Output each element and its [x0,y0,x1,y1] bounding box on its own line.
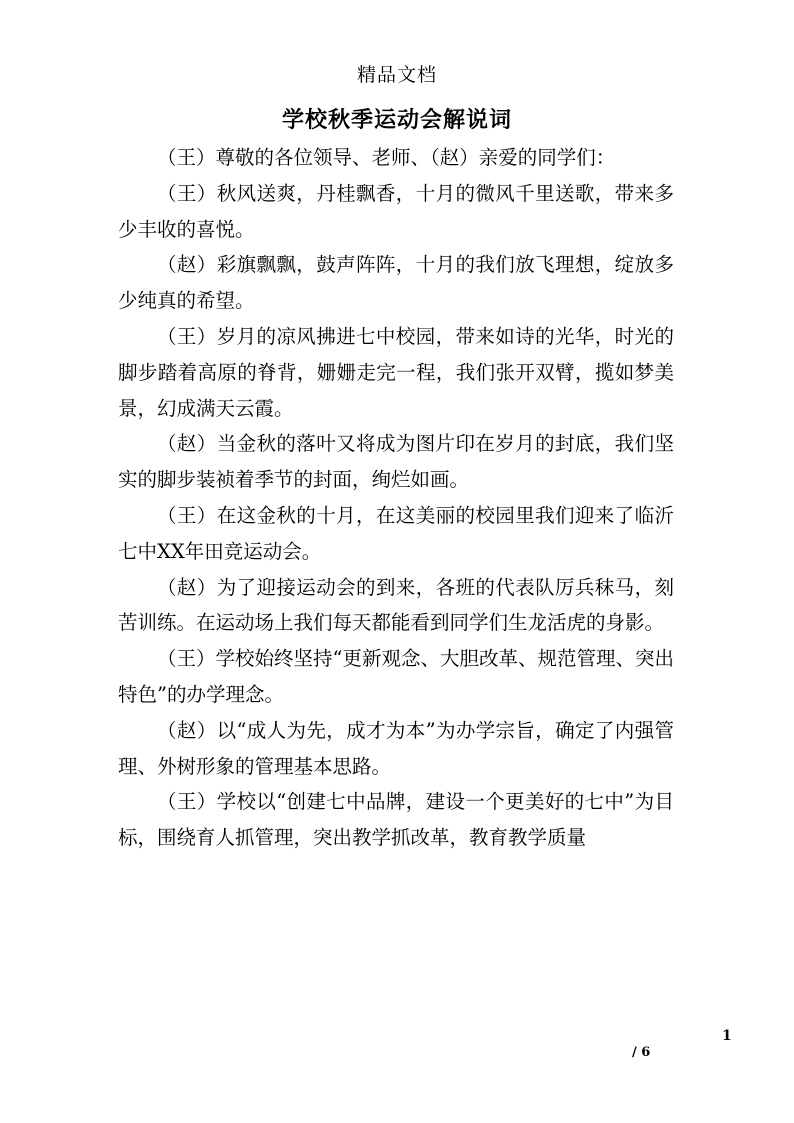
page-total: / 6 [632,1045,651,1060]
paragraph: （王）秋风送爽，丹桂飘香，十月的微风千里送歌，带来多少丰收的喜悦。 [118,181,674,241]
paragraph: （赵）当金秋的落叶又将成为图片印在岁月的封底，我们坚实的脚步装祯着季节的封面，绚烂如画。 [118,432,674,492]
paragraph: （王）学校以“创建七中品牌，建设一个更美好的七中”为目标，围绕育人抓管理，突出教学抓改革，教育教学质量 [118,790,674,850]
document-title: 学校秋季运动会解说词 [281,107,512,133]
paragraph: （王）学校始终坚持“更新观念、大胆改革、规范管理、突出特色”的办学理念。 [118,647,674,706]
paragraph: （赵）以“成人为先，成才为本”为办学宗旨，确定了内强管理、外树形象的管理基本思路。 [118,718,674,778]
paragraph: （王）尊敬的各位领导、老师、（赵）亲爱的同学们： [157,146,616,169]
paragraph: （王）在这金秋的十月，在这美丽的校园里我们迎来了临沂七中XX年田竞运动会。 [118,503,674,563]
paragraph: （赵）彩旗飘飘，鼓声阵阵，十月的我们放飞理想，绽放多少纯真的希望。 [118,253,674,313]
document-header: 精品文档 [356,64,437,86]
paragraph: （赵）为了迎接运动会的到来，各班的代表队厉兵秣马，刻苦训练。在运动场上我们每天都能看到同学们生龙活虎的身影。 [118,575,674,635]
paragraph: （王）岁月的凉风拂进七中校园，带来如诗的光华，时光的脚步踏着高原的脊背，姗姗走完一程，我们张开双臂，揽如梦美景，幻成满天云霞。 [118,324,674,420]
page-number: 1 [722,1028,732,1044]
document-body [118,140,674,856]
